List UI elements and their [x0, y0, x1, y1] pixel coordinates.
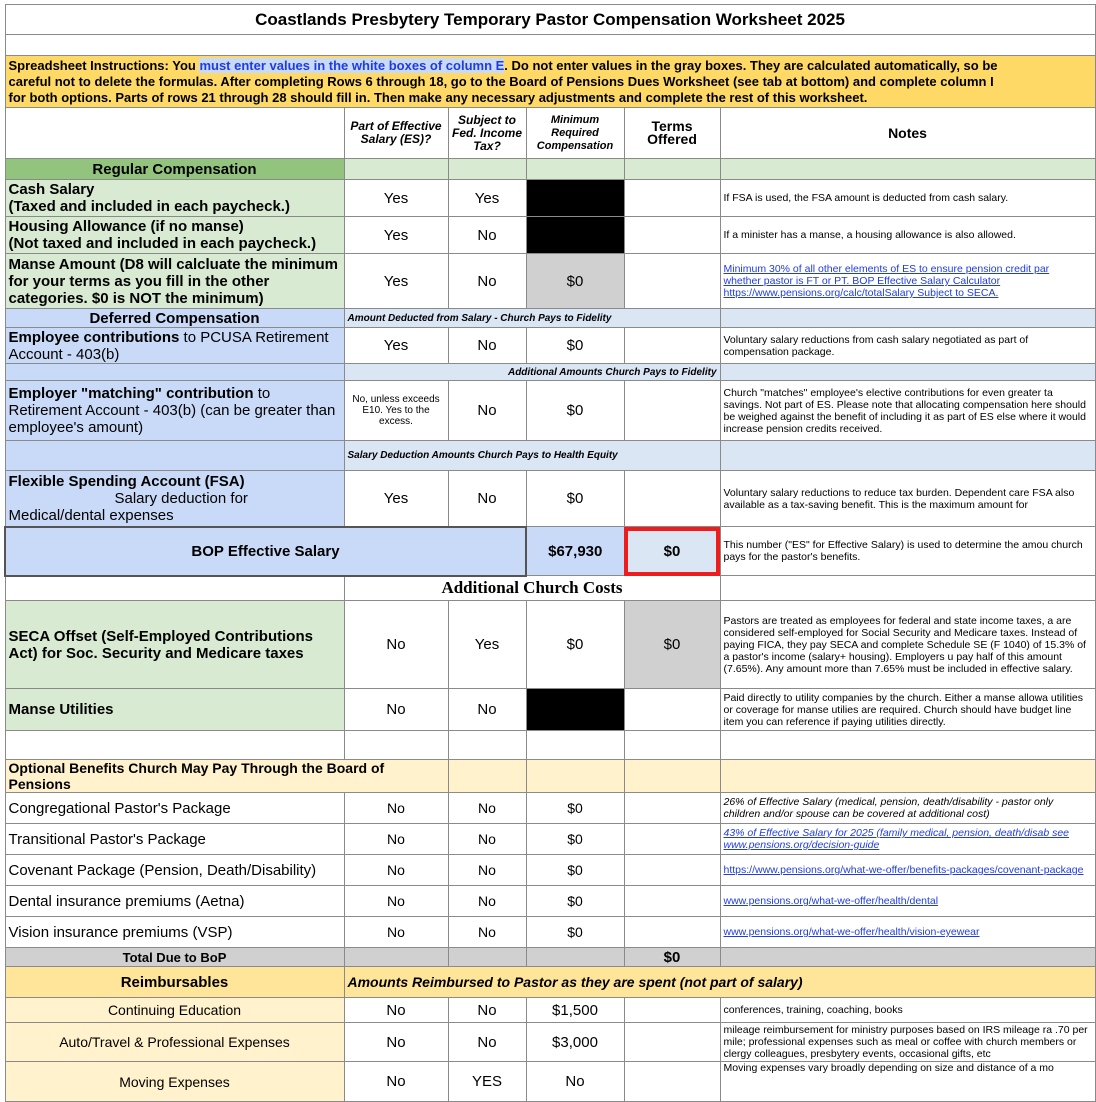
header-row	[5, 108, 1095, 159]
table-row: SECA Offset (Self-Employed Contributions Act) for Soc. Security and Medicare taxes No Yes $0 $0 Pastors are treated as employees for federal and state income taxes, a are considered self-employed for Social Security and Medicare taxes. Instead of paying FICA, they pay SECA and complete Schedule SE (F 1040) of 15.3% of a pastor's income (salary+ housing). Employers u pay half of this amount (7.65%). Any amount more than 7.65% must be included in effective salary.	[5, 601, 1095, 689]
terms-input[interactable]	[624, 381, 720, 441]
terms-input[interactable]	[624, 824, 720, 855]
table-row: Employee contributions to PCUSA Retirement Account - 403(b) Yes No $0 Voluntary salary reductions from cash salary negotiated as part of compensation package.	[5, 328, 1095, 364]
terms-input[interactable]	[624, 254, 720, 309]
note-link[interactable]: www.pensions.org/what-we-offer/health/vision-eyewear	[720, 917, 1095, 948]
bop-row: BOP Effective Salary $67,930 $0 This number ("ES" for Effective Salary) is used to determine the amou church pays for the pastor's benefits.	[5, 527, 1095, 576]
table-row: Employer "matching" contribution to Retirement Account - 403(b) (can be greater than employee's amount) No, unless exceeds E10. Yes to the excess. No $0 Church "matches" employee's elective contributions for even greater ta savings. Not part of ES. Please note that allocating compensation here should be weighed against the benefit of including it as part of ES else where it would increase pension credits received.	[5, 381, 1095, 441]
row-label: Manse Utilities	[5, 689, 344, 731]
note-link[interactable]: Minimum 30% of all other elements of ES to ensure pension credit par	[723, 263, 1050, 275]
table-row: Flexible Spending Account (FSA) Salary deduction for Medical/dental expenses Yes No $0 Voluntary salary reductions to reduce tax burden. Dependent care FSA also available as a tax-saving benefit. This is the maximum amount for	[5, 471, 1095, 527]
header-es: Part of Effective Salary (ES)?	[344, 108, 448, 159]
row-label: Dental insurance premiums (Aetna)	[5, 886, 344, 917]
row-label: Continuing Education	[5, 998, 344, 1023]
terms-input[interactable]	[624, 793, 720, 824]
row-label: Vision insurance premiums (VSP)	[5, 917, 344, 948]
section-deferred: Deferred Compensation	[5, 309, 344, 328]
note-link[interactable]: www.pensions.org/what-we-offer/health/dental	[720, 886, 1095, 917]
table-row: Manse Utilities No No Paid directly to utility companies by the church. Either a manse allowa utilities or coverage for manse utilies are required. Church should have budget line item you can reference if paying utilities directly.	[5, 689, 1095, 731]
section-optional: Optional Benefits Church May Pay Through the Board of Pensions	[5, 760, 448, 793]
table-row: Vision insurance premiums (VSP) No No $0 www.pensions.org/what-we-offer/health/vision-eyewear	[5, 917, 1095, 948]
instructions: Spreadsheet Instructions: You must enter values in the white boxes of column E. Do not enter values in the gray boxes. They are calculated automatically, so be careful not to delete the formulas. After completing Rows 6 through 18, go to the Board of Pensions Dues Worksheet (see tab at bottom) and complete column I for both options. Parts of rows 21 through 28 should fill in. Then make any necessary adjustments and complete the rest of this worksheet.	[5, 56, 1095, 108]
row-label: Moving Expenses	[5, 1062, 344, 1102]
header-terms: Terms Offered	[624, 108, 720, 159]
reimb-section-row: Reimbursables Amounts Reimbursed to Pastor as they are spent (not part of salary)	[5, 967, 1095, 998]
bop-terms-highlight[interactable]: $0	[624, 527, 720, 576]
row-label: Employer "matching" contribution to Retirement Account - 403(b) (can be greater than employee's amount)	[5, 381, 344, 441]
row-label: Covenant Package (Pension, Death/Disability)	[5, 855, 344, 886]
deferred-section-row: Deferred Compensation Amount Deducted from Salary - Church Pays to Fidelity	[5, 309, 1095, 328]
section-additional: Additional Church Costs	[344, 576, 720, 601]
row-label: SECA Offset (Self-Employed Contributions Act) for Soc. Security and Medicare taxes	[5, 601, 344, 689]
terms-input[interactable]	[624, 998, 720, 1023]
table-row: Auto/Travel & Professional Expenses No No $3,000 mileage reimbursement for ministry purposes based on IRS mileage ra .70 per mile; professional expenses such as meal or coffee with church members or clergy colleagues, presbytery events, occasional gifts, etc	[5, 1023, 1095, 1062]
table-row: Covenant Package (Pension, Death/Disability) No No $0 https://www.pensions.org/what-we-offer/benefits-packages/covenant-package	[5, 855, 1095, 886]
row-label: Cash Salary (Taxed and included in each paycheck.)	[5, 180, 344, 217]
section-reimbursables: Reimbursables	[5, 967, 344, 998]
row-label: Manse Amount (D8 will calcluate the minimum for your terms as you fill in the other categories. $0 is NOT the minimum)	[5, 254, 344, 309]
row-label: Congregational Pastor's Package	[5, 793, 344, 824]
row-label: Flexible Spending Account (FSA) Salary deduction for Medical/dental expenses	[5, 471, 344, 527]
table-row: Congregational Pastor's Package No No $0 26% of Effective Salary (medical, pension, death/disability - pastor only children and/or spouse can be covered at additional cost)	[5, 793, 1095, 824]
table-row: Cash Salary (Taxed and included in each paycheck.) Yes Yes If FSA is used, the FSA amount is deducted from cash salary.	[5, 180, 1095, 217]
additional-section-row	[5, 576, 1095, 601]
total-terms: $0	[624, 948, 720, 967]
regular-section-row	[5, 159, 1095, 180]
blank-row	[5, 35, 1095, 56]
table-row: Manse Amount (D8 will calcluate the minimum for your terms as you fill in the other categories. $0 is NOT the minimum) Yes No $0 Minimum 30% of all other elements of ES to ensure pension credit par whether pastor is FT or PT. BOP Effective Salary Calculator https://www.pensions.org/calc/totalSalary Subject to SECA.	[5, 254, 1095, 309]
instructions-row	[5, 56, 1095, 108]
optional-section-row	[5, 760, 1095, 793]
note-link[interactable]: https://www.pensions.org/what-we-offer/benefits-packages/covenant-package	[720, 855, 1095, 886]
instructions-emphasis: must enter values in the white boxes of column E	[199, 57, 505, 73]
header-min: Minimum Required Compensation	[526, 108, 624, 159]
table-row: Continuing Education No No $1,500 conferences, training, coaching, books	[5, 998, 1095, 1023]
bop-label: BOP Effective Salary	[5, 527, 526, 576]
page-title: Coastlands Presbytery Temporary Pastor Compensation Worksheet 2025	[5, 5, 1095, 35]
section-regular: Regular Compensation	[5, 159, 344, 180]
subsection-row: Additional Amounts Church Pays to Fidelity	[5, 364, 1095, 381]
total-label: Total Due to BoP	[5, 948, 344, 967]
terms-input[interactable]	[624, 855, 720, 886]
row-label: Auto/Travel & Professional Expenses	[5, 1023, 344, 1062]
header-notes: Notes	[720, 108, 1095, 159]
locked-cell	[526, 689, 624, 731]
note-link[interactable]: whether pastor is FT or PT. BOP Effective Salary Calculator	[723, 275, 1001, 287]
terms-input[interactable]	[624, 689, 720, 731]
terms-input[interactable]	[624, 471, 720, 527]
total-row	[5, 948, 1095, 967]
table-row: Housing Allowance (if no manse) (Not taxed and included in each paycheck.) Yes No If a minister has a manse, a housing allowance is also allowed.	[5, 217, 1095, 254]
terms-input[interactable]	[624, 917, 720, 948]
title-row	[5, 5, 1095, 35]
terms-input[interactable]	[624, 180, 720, 217]
blank-row	[5, 731, 1095, 760]
table-row: Transitional Pastor's Package No No $0 43% of Effective Salary for 2025 (family medical, pension, death/disab see www.pensions.org/decision-guide	[5, 824, 1095, 855]
locked-cell	[526, 180, 624, 217]
bop-min: $67,930	[526, 527, 624, 576]
terms-input[interactable]	[624, 328, 720, 364]
row-label: Employee contributions to PCUSA Retirement Account - 403(b)	[5, 328, 344, 364]
row-label: Housing Allowance (if no manse) (Not taxed and included in each paycheck.)	[5, 217, 344, 254]
subsection-row: Salary Deduction Amounts Church Pays to Health Equity	[5, 441, 1095, 471]
note-link[interactable]: https://www.pensions.org/calc/totalSalary Subject to SECA.	[723, 287, 999, 299]
table-row: Moving Expenses No YES No Moving expenses vary broadly depending on size and distance of a mo	[5, 1062, 1095, 1102]
terms-input[interactable]	[624, 886, 720, 917]
terms-input[interactable]	[624, 1062, 720, 1102]
compensation-table	[4, 4, 1096, 1102]
terms-input[interactable]	[624, 1023, 720, 1062]
note-link[interactable]: 43% of Effective Salary for 2025 (family medical, pension, death/disab see www.pensions.org/decision-guide	[720, 824, 1095, 855]
header-tax: Subject to Fed. Income Tax?	[448, 108, 526, 159]
table-row: Dental insurance premiums (Aetna) No No $0 www.pensions.org/what-we-offer/health/dental	[5, 886, 1095, 917]
locked-cell	[526, 217, 624, 254]
row-label: Transitional Pastor's Package	[5, 824, 344, 855]
terms-input[interactable]	[624, 217, 720, 254]
